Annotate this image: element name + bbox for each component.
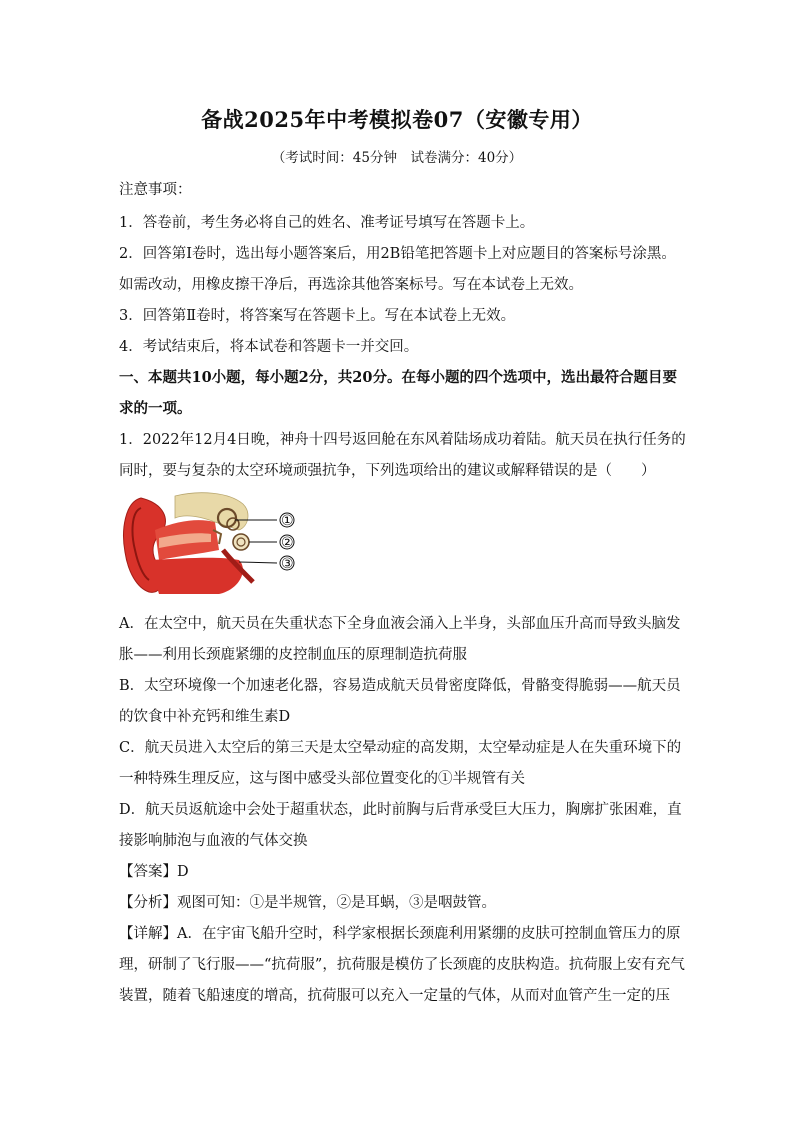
detail-text: 【详解】A．在宇宙飞船升空时，科学家根据长颈鹿利用紧绷的皮肤可控制血管压力的原	[119, 926, 681, 942]
figure-label-1: ①	[281, 513, 294, 529]
option-c: C．航天员进入太空后的第三天是太空晕动症的高发期，太空晕动症是人在失重环境下的	[119, 740, 682, 756]
analysis: 【分析】观图可知：①是半规管，②是耳蜗，③是咽鼓管。	[119, 895, 496, 911]
option-a: A．在太空中，航天员在失重状态下全身血液会涌入上半身，头部血压升高而导致头脑发	[119, 616, 681, 632]
cochlea	[233, 534, 249, 550]
note-item: 1．答卷前，考生务必将自己的姓名、准考证号填写在答题卡上。	[119, 215, 535, 231]
question-stem: 1．2022年12月4日晚，神舟十四号返回舱在东风着陆场成功着陆。航天员在执行任务的	[119, 432, 686, 448]
figure-label-2: ②	[281, 535, 294, 551]
answer: 【答案】D	[119, 864, 189, 880]
option-a: 胀——利用长颈鹿紧绷的皮控制血压的原理制造抗荷服	[119, 647, 467, 663]
option-b: 的饮食中补充钙和维生素D	[119, 709, 291, 725]
option-b: B．太空环境像一个加速老化器，容易造成航天员骨密度降低，骨骼变得脆弱——航天员	[119, 678, 681, 694]
page-title: 备战2025年中考模拟卷07（安徽专用）	[201, 107, 593, 132]
note-item: 如需改动，用橡皮擦干净后，再选涂其他答案标号。写在本试卷上无效。	[119, 277, 583, 293]
exam-info: （考试时间：45分钟 试卷满分：40分）	[271, 150, 523, 166]
option-d: D．航天员返航途中会处于超重状态，此时前胸与后背承受巨大压力，胸廓扩张困难，直	[119, 802, 682, 818]
detail-text: 理，研制了飞行服——“抗荷服”，抗荷服是模仿了长颈鹿的皮肤构造。抗荷服上安有充气	[119, 957, 685, 973]
ear-anatomy-figure	[119, 490, 309, 595]
section-heading: 一、本题共10小题，每小题2分，共20分。在每小题的四个选项中，选出最符合题目要	[119, 369, 677, 386]
lower-tissue	[149, 558, 243, 594]
section-heading: 求的一项。	[119, 400, 192, 417]
notes-heading: 注意事项：	[119, 182, 192, 198]
ear-diagram	[119, 490, 309, 595]
option-d: 接影响肺泡与血液的气体交换	[119, 833, 308, 849]
question-stem: 同时，要与复杂的太空环境顽强抗争，下列选项给出的建议或解释错误的是（ ）	[119, 463, 656, 479]
detail-text: 装置，随着飞船速度的增高，抗荷服可以充入一定量的气体，从而对血管产生一定的压	[119, 988, 670, 1004]
figure-label-3: ③	[281, 556, 294, 572]
note-item: 2．回答第Ⅰ卷时，选出每小题答案后，用2B铅笔把答题卡上对应题目的答案标号涂黑。	[119, 246, 676, 262]
note-item: 4．考试结束后，将本试卷和答题卡一并交回。	[119, 339, 419, 355]
option-c: 一种特殊生理反应，这与图中感受头部位置变化的①半规管有关	[119, 771, 525, 787]
note-item: 3．回答第Ⅱ卷时，将答案写在答题卡上。写在本试卷上无效。	[119, 308, 516, 324]
